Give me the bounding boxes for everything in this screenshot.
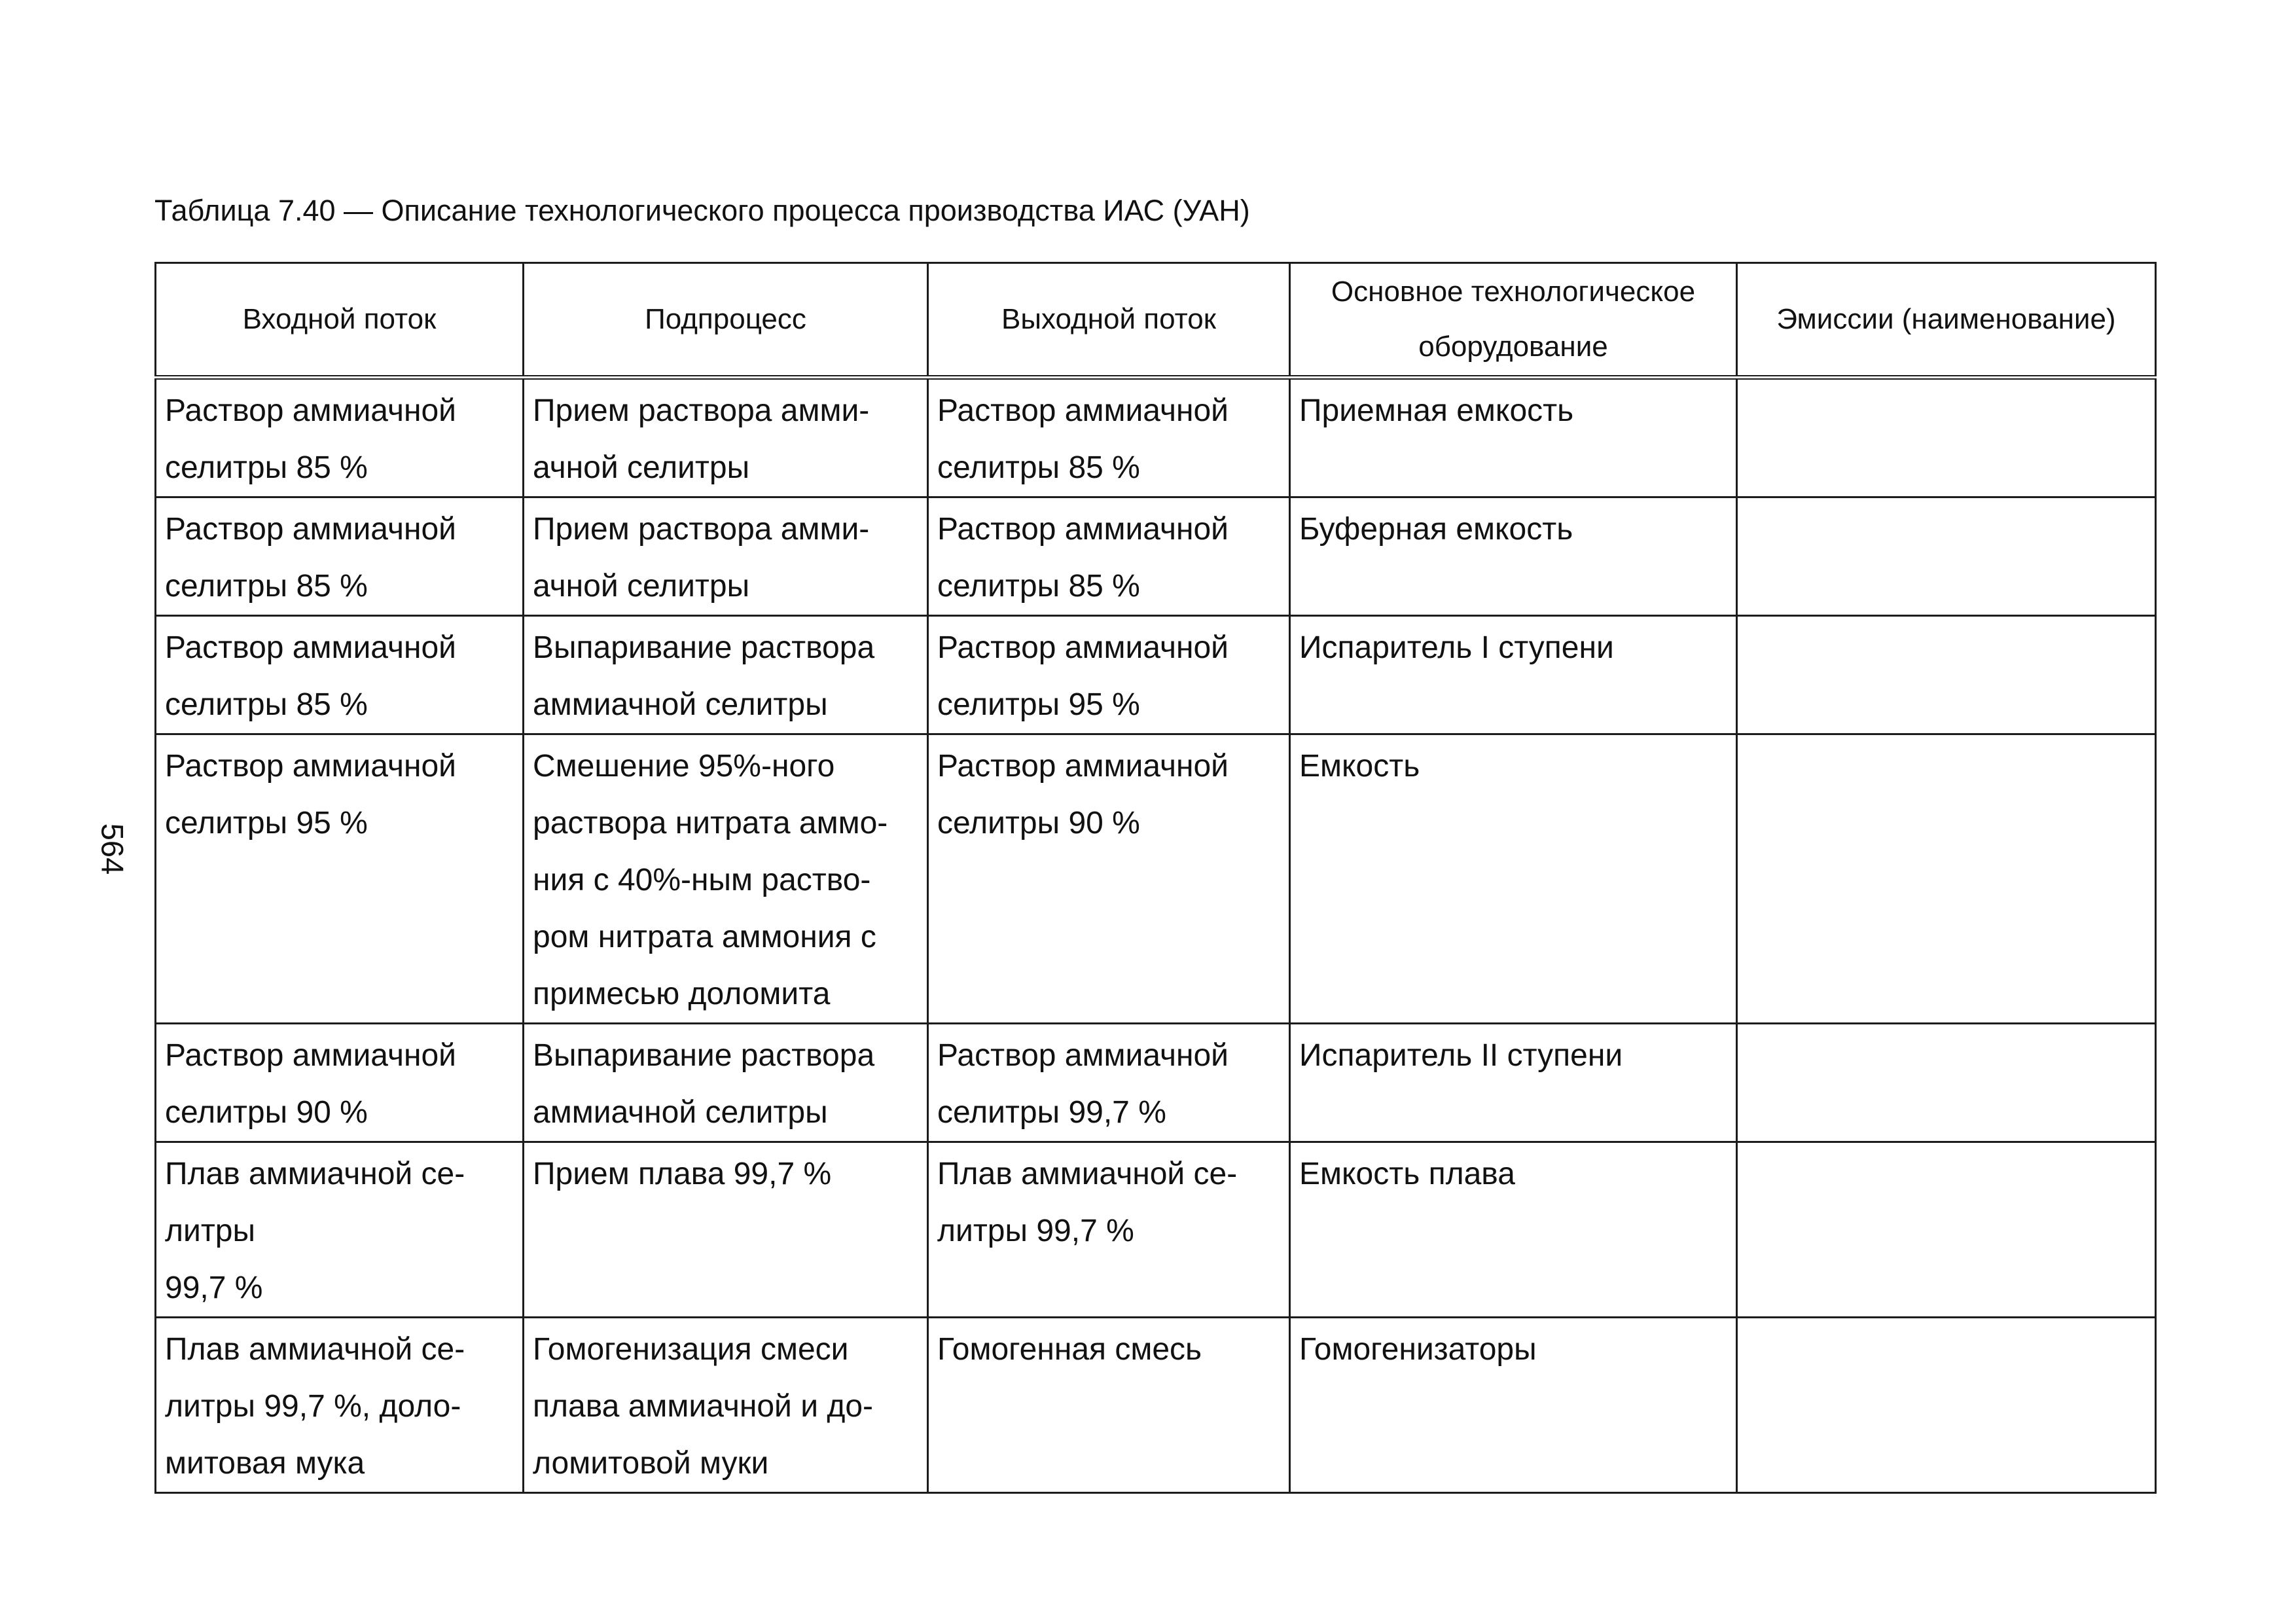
cell-line: Раствор аммиачной bbox=[165, 1038, 456, 1073]
cell-subprocess bbox=[524, 1024, 928, 1142]
cell-line: селитры 85 % bbox=[165, 450, 368, 485]
cell-line: Плав аммиачной се- bbox=[165, 1157, 465, 1191]
cell-line: ломитовой муки bbox=[533, 1446, 769, 1481]
table-row bbox=[156, 1024, 2156, 1142]
cell-output bbox=[928, 378, 1290, 497]
cell-input bbox=[156, 1318, 524, 1493]
cell-line: литры 99,7 % bbox=[937, 1214, 1134, 1248]
cell-line: ачной селитры bbox=[533, 569, 750, 604]
cell-line: селитры 90 % bbox=[937, 806, 1140, 840]
cell-output bbox=[928, 1142, 1290, 1318]
cell-line: Смешение 95%-ного bbox=[533, 749, 835, 784]
cell-line: Раствор аммиачной bbox=[937, 630, 1229, 665]
cell-line: литры 99,7 %, доло- bbox=[165, 1389, 461, 1424]
cell-line: Выпаривание раствора bbox=[533, 630, 875, 665]
cell-output bbox=[928, 1024, 1290, 1142]
cell-emissions bbox=[1737, 1318, 2156, 1493]
cell-input bbox=[156, 616, 524, 734]
cell-line: примесью доломита bbox=[533, 977, 831, 1011]
cell-line: Выпаривание раствора bbox=[533, 1038, 875, 1073]
cell-line: Раствор аммиачной bbox=[165, 630, 456, 665]
cell-equipment: Гомогенизаторы bbox=[1290, 1318, 1737, 1493]
cell-line: Раствор аммиачной bbox=[165, 393, 456, 428]
process-table bbox=[154, 262, 2157, 1494]
cell-subprocess bbox=[524, 1142, 928, 1318]
cell-line: Прием раствора амми- bbox=[533, 512, 870, 547]
header-subprocess: Подпроцесс bbox=[524, 263, 928, 378]
cell-line: селитры 85 % bbox=[937, 450, 1140, 485]
table-row bbox=[156, 734, 2156, 1024]
cell-line: Прием плава 99,7 % bbox=[533, 1157, 832, 1191]
cell-equipment: Емкость bbox=[1290, 734, 1737, 1024]
cell-equipment: Испаритель II ступени bbox=[1290, 1024, 1737, 1142]
cell-emissions bbox=[1737, 1142, 2156, 1318]
cell-line: селитры 90 % bbox=[165, 1095, 368, 1130]
cell-output bbox=[928, 616, 1290, 734]
cell-emissions bbox=[1737, 616, 2156, 734]
cell-line: селитры 95 % bbox=[165, 806, 368, 840]
cell-line: селитры 85 % bbox=[165, 569, 368, 604]
cell-output bbox=[928, 734, 1290, 1024]
cell-input bbox=[156, 497, 524, 616]
table-row bbox=[156, 616, 2156, 734]
cell-line: Прием раствора амми- bbox=[533, 393, 870, 428]
cell-line: Раствор аммиачной bbox=[937, 512, 1229, 547]
cell-subprocess bbox=[524, 616, 928, 734]
cell-input bbox=[156, 734, 524, 1024]
cell-line: селитры 85 % bbox=[165, 687, 368, 722]
cell-output bbox=[928, 497, 1290, 616]
cell-line: Раствор аммиачной bbox=[937, 1038, 1229, 1073]
cell-line: Плав аммиачной се- bbox=[937, 1157, 1238, 1191]
table-caption: Таблица 7.40 — Описание технологического процесса производства ИАС (УАН) bbox=[154, 194, 1250, 227]
cell-line: аммиачной селитры bbox=[533, 687, 828, 722]
cell-equipment: Испаритель I ступени bbox=[1290, 616, 1737, 734]
cell-input bbox=[156, 1024, 524, 1142]
cell-line: Раствор аммиачной bbox=[937, 393, 1229, 428]
cell-line: литры bbox=[165, 1214, 255, 1248]
cell-subprocess bbox=[524, 378, 928, 497]
cell-line: аммиачной селитры bbox=[533, 1095, 828, 1130]
table-row bbox=[156, 378, 2156, 497]
cell-line: митовая мука bbox=[165, 1446, 365, 1481]
cell-line: раствора нитрата аммо- bbox=[533, 806, 888, 840]
cell-emissions bbox=[1737, 497, 2156, 616]
header-equipment: Основное технологическое оборудование bbox=[1290, 263, 1737, 378]
cell-emissions bbox=[1737, 378, 2156, 497]
cell-line: Плав аммиачной се- bbox=[165, 1332, 465, 1367]
table-row bbox=[156, 1142, 2156, 1318]
cell-line: Раствор аммиачной bbox=[937, 749, 1229, 784]
cell-line: селитры 95 % bbox=[937, 687, 1140, 722]
cell-line: ром нитрата аммония с bbox=[533, 920, 876, 954]
cell-equipment: Буферная емкость bbox=[1290, 497, 1737, 616]
cell-emissions bbox=[1737, 734, 2156, 1024]
cell-line: селитры 85 % bbox=[937, 569, 1140, 604]
header-emissions: Эмиссии (наименование) bbox=[1737, 263, 2156, 378]
cell-line: селитры 99,7 % bbox=[937, 1095, 1166, 1130]
cell-subprocess bbox=[524, 734, 928, 1024]
cell-emissions bbox=[1737, 1024, 2156, 1142]
header-output-flow: Выходной поток bbox=[928, 263, 1290, 378]
cell-line: ния с 40%-ным раство- bbox=[533, 863, 871, 897]
cell-line: Раствор аммиачной bbox=[165, 512, 456, 547]
cell-equipment: Приемная емкость bbox=[1290, 378, 1737, 497]
cell-line: ачной селитры bbox=[533, 450, 750, 485]
cell-line: Гомогенизация смеси bbox=[533, 1332, 849, 1367]
cell-input bbox=[156, 378, 524, 497]
header-input-flow: Входной поток bbox=[156, 263, 524, 378]
cell-equipment: Емкость плава bbox=[1290, 1142, 1737, 1318]
table-row bbox=[156, 1318, 2156, 1493]
cell-line: плава аммиачной и до- bbox=[533, 1389, 874, 1424]
table-row bbox=[156, 497, 2156, 616]
page-number: 564 bbox=[95, 823, 130, 875]
cell-input bbox=[156, 1142, 524, 1318]
cell-output bbox=[928, 1318, 1290, 1493]
cell-subprocess bbox=[524, 1318, 928, 1493]
cell-line: Раствор аммиачной bbox=[165, 749, 456, 784]
table-header-row bbox=[156, 263, 2156, 378]
cell-subprocess bbox=[524, 497, 928, 616]
cell-line: Гомогенная смесь bbox=[937, 1332, 1202, 1367]
cell-line: 99,7 % bbox=[165, 1271, 263, 1305]
